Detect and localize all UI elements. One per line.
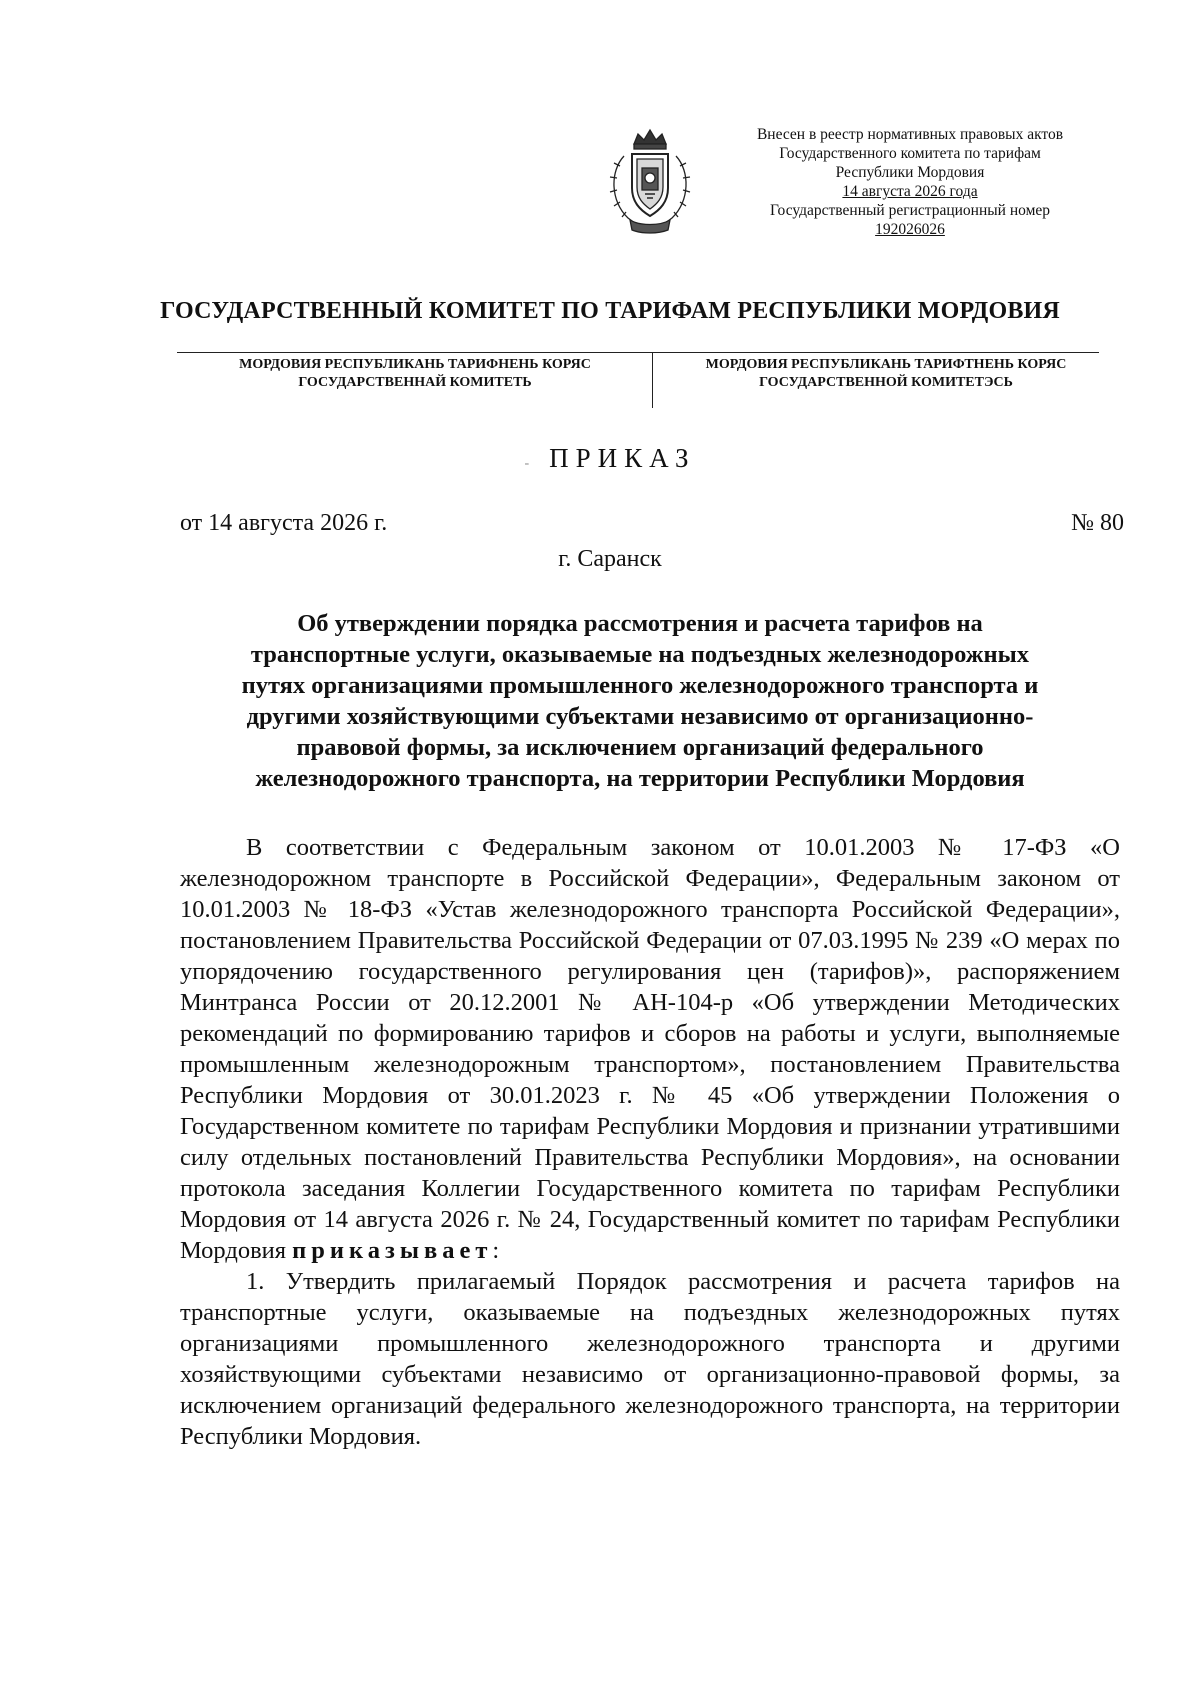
orders-colon: : xyxy=(492,1237,500,1264)
org-name-line: МОРДОВИЯ РЕСПУБЛИКАНЬ ТАРИФТНЕНЬ КОРЯС xyxy=(705,357,1067,372)
subject-line: другими хозяйствующими субъектами независимо от организационно- xyxy=(246,703,1034,730)
registry-line: Внесен в реестр нормативных правовых актов xyxy=(756,126,1064,143)
registry-number: 192026026 xyxy=(875,221,945,238)
scan-mark: - xyxy=(524,456,530,471)
registry-line: Республики Мордовия xyxy=(835,164,985,181)
coat-of-arms-icon xyxy=(604,126,696,236)
registry-note xyxy=(700,125,1120,239)
preamble-text: В соответствии с Федеральным законом от 10.01.2003 № 17-ФЗ «О железнодорожном транспорте в Российской Федерации», Федеральным законом от 10.01.2003 № 18-ФЗ «Устав железнодорожного транспорта Российской Федерации», постановлением Правительства Российской Федерации от 07.03.1995 № 239 «О мерах по упорядочению государственного регулирования цен (тарифов)», распоряжением Минтранса России от 20.12.2001 № АН-104-р «Об утверждении Методических рекомендаций по формированию тарифов и сборов на работы и услуги, выполняемые промышленным железнодорожным транспортом», постановлением Правительства Республики Мордовия от 30.01.2023 г. № 45 «Об утверждении Положения о Государственном комитете по тарифам Республики Мордовия и признании утратившими силу отдельных постановлений Правительства Республики Мордовия», на основании протокола заседания Коллегии Государственного комитета по тарифам Республики Мордовия от 14 августа 2026 г. № 24, Государственный комитет по тарифам Республики Мордовия xyxy=(180,834,1120,1264)
organization-name-erzya xyxy=(666,356,1106,392)
subject-line: правовой формы, за исключением организаций федерального xyxy=(296,734,984,761)
org-name-line: ГОСУДАРСТВЕННАЙ КОМИТЕТЬ xyxy=(298,375,532,390)
orders-word: приказывает xyxy=(292,1237,493,1264)
subject-line: железнодорожного транспорта, на территории Республики Мордовия xyxy=(255,765,1025,792)
subject-line: Об утверждении порядка рассмотрения и расчета тарифов на xyxy=(297,610,983,637)
registry-line: Государственный регистрационный номер xyxy=(769,202,1051,219)
org-name-line: МОРДОВИЯ РЕСПУБЛИКАНЬ ТАРИФНЕНЬ КОРЯС xyxy=(239,357,591,372)
document-number: № 80 xyxy=(1071,510,1124,536)
subject-line: транспортные услуги, оказываемые на подъездных железнодорожных xyxy=(250,641,1030,668)
organization-title: ГОСУДАРСТВЕННЫЙ КОМИТЕТ ПО ТАРИФАМ РЕСПУБЛИКИ МОРДОВИЯ xyxy=(160,298,1060,324)
order-item-1: 1. Утвердить прилагаемый Порядок рассмотрения и расчета тарифов на транспортные услуги, оказываемые на подъездных железнодорожных путях организациями промышленного железнодорожного транспорта и другими хозяйствующими субъектами независимо от организационно-правовой формы, за исключением организаций федерального железнодорожного транспорта, на территории Республики Мордовия. xyxy=(180,1268,1120,1450)
registry-date: 14 августа 2026 года xyxy=(842,183,978,200)
document-body xyxy=(180,832,1120,1452)
header-rule xyxy=(177,352,1099,353)
organization-name-moksha xyxy=(190,356,640,392)
subject-line: путях организациями промышленного железнодорожного транспорта и xyxy=(241,672,1039,699)
document-date: от 14 августа 2026 г. xyxy=(180,510,388,536)
document-type-label: ПРИКАЗ xyxy=(549,443,696,473)
org-name-line: ГОСУДАРСТВЕННОЙ КОМИТЕТЭСЬ xyxy=(759,375,1013,390)
document-type xyxy=(120,443,1100,474)
header-divider xyxy=(652,352,653,408)
registry-line: Государственного комитета по тарифам xyxy=(779,145,1041,162)
document-subject xyxy=(175,608,1105,794)
document-city: г. Саранск xyxy=(558,546,662,572)
preamble-paragraph xyxy=(180,832,1120,1266)
